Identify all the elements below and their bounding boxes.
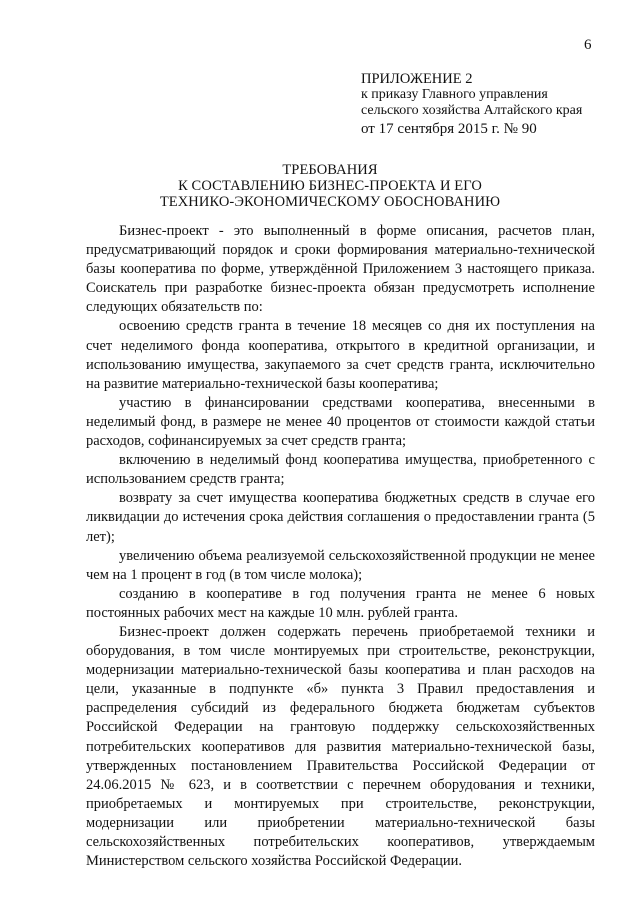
heading-line-3: ТЕХНИКО-ЭКОНОМИЧЕСКОМУ ОБОСНОВАНИЮ <box>159 194 501 210</box>
page-number: 6 <box>584 37 592 53</box>
paragraph-equipment-list: Бизнес-проект должен содержать перечень приобретаемой техники и оборудования, в том числе монтируемых при строительстве, реконструкции, модернизации материально-технической базы кооператива и план расходов на цели, указанные в подпункте «б» пункта 3 Правил предоставления и распределения субсидий из федерального бюджета бюджетам субъектов Российской Федерации на грантовую поддержку сельскохозяйственных потребительских кооперативов для развития материально-технической базы, утвержденных постановлением Правительства Российской Федерации от 24.06.2015 № 623, и в соответствии с перечнем оборудования и техники, приобретаемых и монтируемых при строительстве, реконструкции, модернизации или приобретении материально-технической базы сельскохозяйственных потребительских кооперативов, утверждаемым Министерством сельского хозяйства Российской Федерации. <box>86 623 595 870</box>
appendix-date: от 17 сентября 2015 г. № 90 <box>361 121 537 137</box>
paragraph-obligation-refund: возврату за счет имущества кооператива бюджетных средств в случае его ликвидации до истечения срока действия соглашения о предоставлении гранта (5 лет); <box>86 490 595 545</box>
paragraph-intro: Бизнес-проект - это выполненный в форме описания, расчетов план, предусматривающий порядок и сроки формирования материально-технической базы кооператива по форме, утверждённой Приложением 3 настоящего приказа. Соискатель при разработке бизнес-проекта обязан предусмотреть исполнение следующих обязательств по: <box>86 223 595 316</box>
heading-line-2: К СОСТАВЛЕНИЮ БИЗНЕС-ПРОЕКТА И ЕГО <box>178 178 482 194</box>
paragraph-obligation-indivisible-fund: включению в неделимый фонд кооператива имущества, приобретенного с использованием средств гранта; <box>86 452 595 488</box>
appendix-order-line: к приказу Главного управления <box>361 87 548 102</box>
document-heading <box>80 162 580 210</box>
appendix-block <box>361 71 611 139</box>
paragraph-obligation-grant-use: освоению средств гранта в течение 18 месяцев со дня их поступления на счет неделимого фонда кооператива, открытого в кредитной организации, и использованию имущества, закупаемого за счет средств гранта, исключительно на развитие материально-технической базы кооператива; <box>86 318 595 392</box>
document-body <box>86 222 595 871</box>
paragraph-obligation-cofinancing: участию в финансировании средствами кооператива, внесенными в неделимый фонд, в размере не менее 40 процентов от стоимости каждой статьи расходов, софинансируемых за счет средств гранта; <box>86 394 595 450</box>
paragraph-obligation-jobs: созданию в кооперативе в год получения гранта не менее 6 новых постоянных рабочих мест на каждые 10 млн. рублей гранта. <box>86 585 595 621</box>
appendix-authority-line: сельского хозяйства Алтайского края <box>361 103 583 118</box>
appendix-title: ПРИЛОЖЕНИЕ 2 <box>361 71 473 87</box>
paragraph-obligation-volume-growth: увеличению объема реализуемой сельскохозяйственной продукции не менее чем на 1 процент в год (в том числе молока); <box>86 547 595 583</box>
heading-line-1: ТРЕБОВАНИЯ <box>282 162 378 178</box>
